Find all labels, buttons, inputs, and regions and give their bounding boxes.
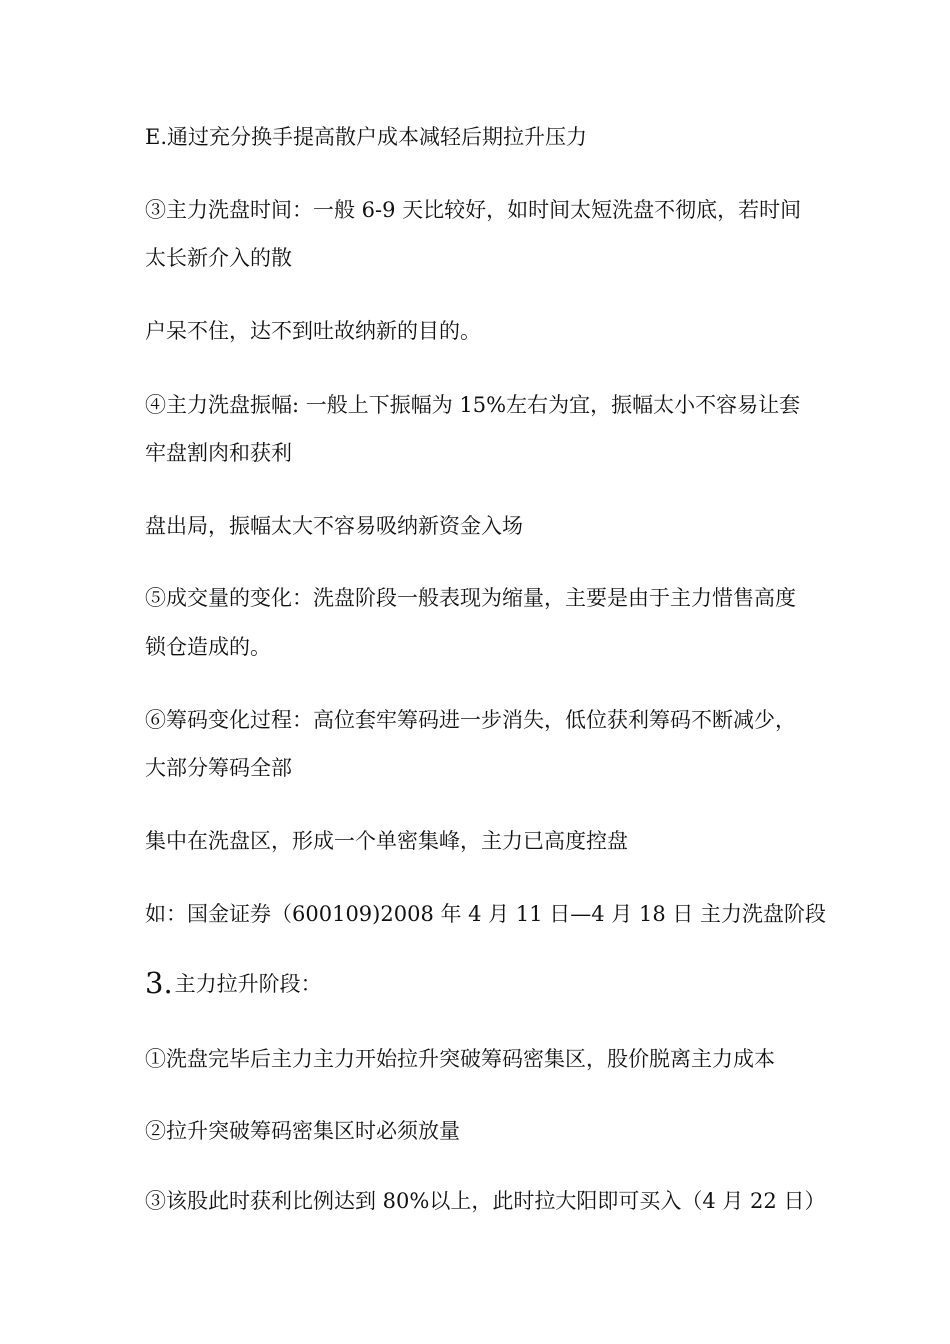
- list-item: ②拉升突破筹码密集区时必须放量: [145, 1119, 460, 1143]
- paragraph-line: 集中在洗盘区，形成一个单密集峰，主力已高度控盘: [145, 829, 628, 853]
- paragraph-line: ③主力洗盘时间：一般 6-9 天比较好，如时间太短洗盘不彻底，若时间: [145, 198, 802, 222]
- paragraph-line: 如：国金证券（600109)2008 年 4 月 11 日—4 月 18 日 主力洗盘阶段: [145, 902, 827, 926]
- section-heading: [145, 966, 322, 1000]
- paragraph-line: 锁仓造成的。: [145, 635, 271, 659]
- paragraph-line: ④主力洗盘振幅: 一般上下振幅为 15%左右为宜，振幅太小不容易让套: [145, 393, 801, 417]
- paragraph-line: 户呆不住，达不到吐故纳新的目的。: [145, 319, 481, 343]
- paragraph-line: 盘出局，振幅太大不容易吸纳新资金入场: [145, 514, 523, 538]
- paragraph-line: ⑤成交量的变化：洗盘阶段一般表现为缩量，主要是由于主力惜售高度: [145, 586, 796, 610]
- section-heading-number: 3.: [145, 966, 173, 1000]
- paragraph-line: ⑥筹码变化过程：高位套牢筹码进一步消失，低位获利筹码不断减少，: [145, 708, 796, 732]
- paragraph-line: 大部分筹码全部: [145, 756, 292, 780]
- paragraph-line: E.通过充分换手提高散户成本减轻后期拉升压力: [145, 125, 588, 149]
- list-item: ③该股此时获利比例达到 80%以上，此时拉大阳即可买入（4 月 22 日）: [145, 1189, 826, 1213]
- list-item: ①洗盘完毕后主力主力开始拉升突破筹码密集区，股价脱离主力成本: [145, 1047, 775, 1071]
- paragraph-line: 太长新介入的散: [145, 246, 292, 270]
- paragraph-line: 牢盘割肉和获利: [145, 441, 292, 465]
- section-heading-text: 主力拉升阶段：: [174, 972, 322, 996]
